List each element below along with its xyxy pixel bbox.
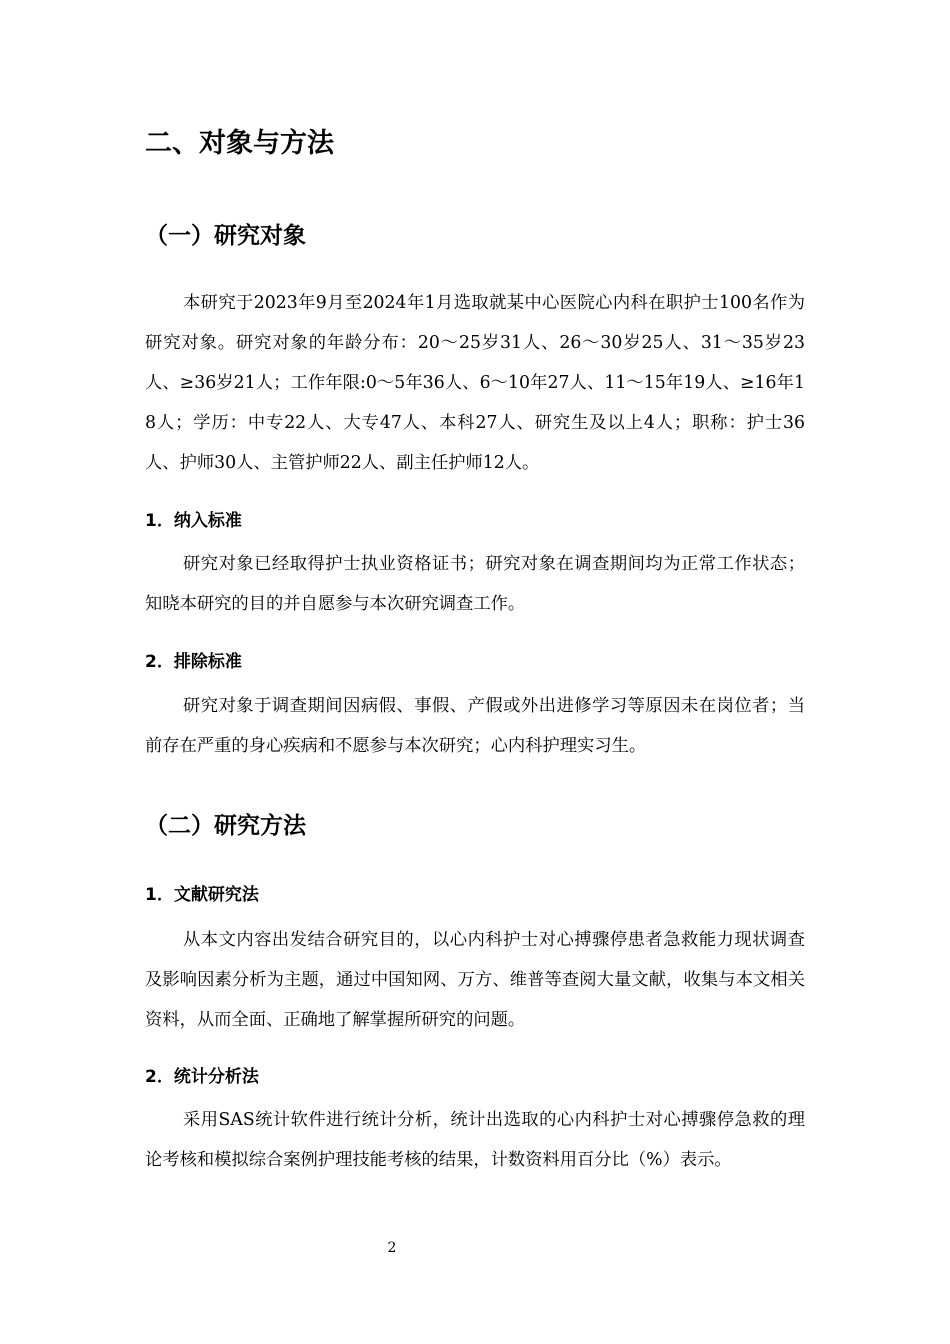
page-number: 2: [387, 1240, 397, 1256]
literature-method-heading: 1．文献研究法: [145, 885, 259, 905]
literature-method-paragraph: 从本文内容出发结合研究目的，以心内科护士对心搏骤停患者急救能力现状调查及影响因素分析为主题，通过中国知网、万方、维普等查阅大量文献，收集与本文相关资料，从而全面、正确地了解掌握所研究的问题。: [145, 930, 805, 1030]
section-heading: 二、对象与方法: [145, 128, 334, 159]
subsection-heading-subjects: （一）研究对象: [145, 223, 306, 249]
inclusion-criteria-paragraph: 研究对象已经取得护士执业资格证书；研究对象在调查期间均为正常工作状态；知晓本研究的目的并自愿参与本次研究调查工作。: [145, 554, 805, 614]
subsection-heading-methods: （二）研究方法: [145, 813, 306, 839]
exclusion-criteria-heading: 2．排除标准: [145, 652, 242, 672]
inclusion-criteria-heading: 1．纳入标准: [145, 511, 242, 531]
statistics-method-heading: 2．统计分析法: [145, 1067, 259, 1087]
exclusion-criteria-paragraph: 研究对象于调查期间因病假、事假、产假或外出进修学习等原因未在岗位者；当前存在严重的身心疾病和不愿参与本次研究；心内科护理实习生。: [145, 696, 805, 756]
statistics-method-paragraph: 采用SAS统计软件进行统计分析，统计出选取的心内科护士对心搏骤停急救的理论考核和模拟综合案例护理技能考核的结果，计数资料用百分比（%）表示。: [145, 1110, 805, 1170]
subjects-intro-paragraph: 本研究于2023年9月至2024年1月选取就某中心医院心内科在职护士100名作为研究对象。研究对象的年龄分布：20～25岁31人、26～30岁25人、31～35岁23人、≥36岁21人；工作年限:0～5年36人、6～10年27人、11～15年19人、≥16年18人；学历：中专22人、大专47人、本科27人、研究生及以上4人；职称：护士36人、护师30人、主管护师22人、副主任护师12人。: [145, 293, 805, 473]
